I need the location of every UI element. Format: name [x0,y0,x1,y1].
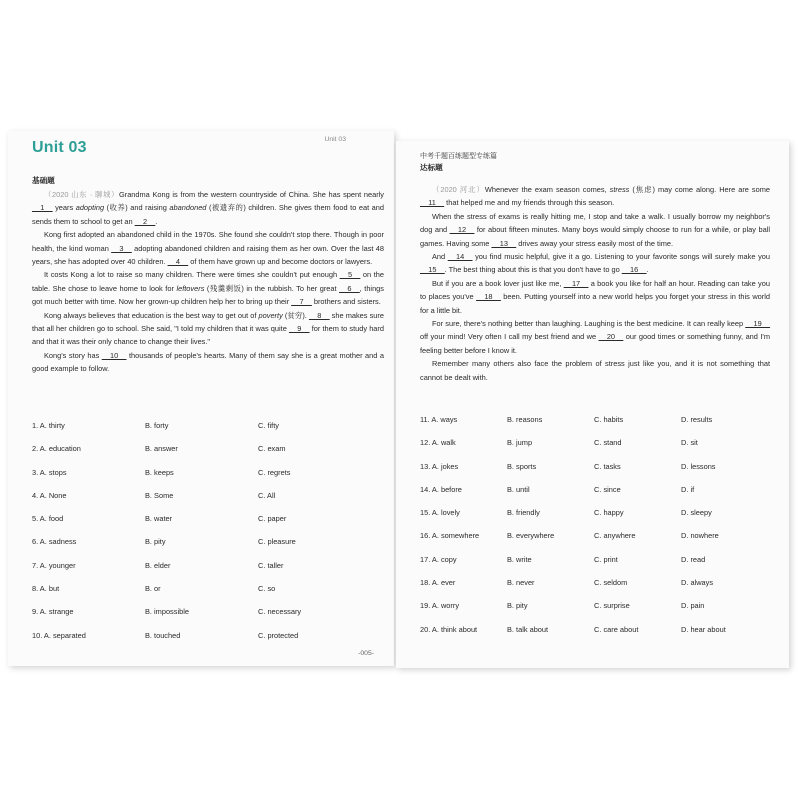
cloze-passage [32,188,384,376]
answer-option: 3. A. stops [32,467,67,477]
passage-text: (被遗弃的) children. She gives them food to eat and sends them to school to get an [32,203,384,226]
passage-text: our good times or something funny, and I'm feeling better before I know it. [420,332,770,355]
option-row [32,582,382,605]
option-row [32,629,382,652]
running-head: Unit 03 [324,136,346,143]
option-row [32,419,382,442]
option-row [420,576,772,599]
passage-text: (贫穷). [282,310,309,320]
glossed-word: poverty [258,310,283,320]
passage-paragraph [32,309,384,349]
answer-option: B. impossible [145,607,189,617]
glossed-word: abandoned [169,203,207,213]
option-row [32,466,382,489]
answer-option: B. pity [507,601,528,611]
answer-option: B. water [145,514,173,524]
option-row [32,605,382,628]
option-row [420,599,772,622]
answer-option: B. jump [507,438,533,448]
option-row [32,512,382,535]
passage-text: . [155,216,158,226]
answer-blank: __20__ [598,332,624,342]
answer-blank: __16__ [621,265,647,275]
passage-text: brothers and sisters. [311,297,381,307]
answer-blank: __4__ [167,257,189,267]
answer-option: 5. A. food [32,514,64,524]
option-row [420,506,772,529]
question-source: （2020 河北） [432,185,485,194]
answer-blank: __14__ [447,252,473,262]
answer-blank: __11__ [420,198,445,208]
passage-text: When the stress of exams is really hitting me, I stop and take a walk. I usually borrow my neighbor's dog and [420,211,770,235]
answer-option: C. necessary [258,607,302,617]
answer-option: B. reasons [507,415,543,424]
passage-text: she makes sure that all her children go to school. She said, "I told my children that it was quite [32,310,384,334]
option-row [32,559,382,582]
passage-paragraph [32,228,384,268]
passage-text: , things got much better with time. Now her grown-up children help her to bring up their [32,283,384,307]
answer-option: C. All [258,490,276,500]
passage-paragraph [420,317,770,357]
cloze-passage [420,183,770,384]
answer-option: C. exam [258,444,286,454]
answer-option: 14. A. before [420,484,462,494]
answer-option: 2. A. education [32,444,81,454]
answer-option: 17. A. copy [420,554,457,564]
option-row [420,553,772,576]
answer-option: C. fifty [258,421,279,430]
answer-option: D. pain [681,601,705,611]
passage-text: . [646,265,649,275]
answer-option: C. care about [594,624,639,634]
answer-blank: __12__ [449,225,475,235]
answer-option: 7. A. younger [32,560,76,570]
answer-option: B. friendly [507,508,540,518]
answer-option: C. happy [594,508,624,518]
answer-option: D. sit [681,438,698,448]
answer-option: B. pity [145,537,166,547]
answer-option: B. Some [145,490,174,500]
passage-text: Kong first adopted an abandoned child in the 1970s. She found she couldn't stop there. Though in poor health, the kind woman [32,230,384,253]
passage-text: thousands of people's hearts. Many of them say she is a great mother and a good example to follow. [32,350,384,374]
passage-paragraph [420,277,770,317]
answer-options [32,419,382,652]
answer-option: D. lessons [681,461,716,471]
answer-option: D. nowhere [681,531,719,541]
passage-paragraph [32,349,384,376]
glossed-word: stress [609,185,630,194]
answer-option: D. sleepy [681,508,712,518]
option-row [32,442,382,465]
passage-text: of them have grown up and become doctors or lawyers. [188,257,373,267]
glossed-word: leftovers [176,283,205,293]
passage-text: drives away your stress easily most of the time. [516,238,674,248]
answer-option: B. elder [145,560,171,570]
right-page [396,141,789,668]
passage-text: Kong always believes that education is the best way to get out of [44,310,259,320]
page-header: 中考千题百练题型专练篇 [420,153,497,160]
passage-paragraph [420,210,770,250]
answer-option: D. read [681,554,706,564]
answer-option: B. answer [145,444,178,454]
glossed-word: adopting [75,203,105,213]
answer-option: C. since [594,484,621,494]
answer-blank: __5__ [339,270,361,280]
answer-option: 15. A. lovely [420,508,460,518]
answer-option: B. write [507,554,532,564]
section-title: 达标题 [420,163,443,172]
passage-text: For sure, there's nothing better than laughing. Laughing is the best medicine. It can really keep [432,319,746,329]
answer-option: 16. A. somewhere [420,531,480,541]
answer-option: C. print [594,554,618,564]
passage-text: (残羹剩饭) in the rubbish. To her great [204,283,340,293]
answer-option: B. forty [145,421,169,430]
answer-option: B. touched [145,630,181,640]
answer-option: C. stand [594,438,622,448]
answer-option: C. tasks [594,461,621,471]
unit-title: Unit 03 [32,139,87,156]
answer-option: C. pleasure [258,537,296,547]
answer-option: C. paper [258,514,287,524]
answer-option: C. seldom [594,578,628,588]
answer-option: D. hear about [681,624,726,634]
option-row [32,489,382,512]
answer-option: B. sports [507,461,537,471]
passage-text: on the table. She chose to leave home to look for [32,270,384,293]
passage-text: (收养) and raising [104,203,170,213]
option-row [420,436,772,459]
answer-option: 10. A. separated [32,630,86,640]
answer-option: D. results [681,415,713,424]
passage-text: Grandma Kong is from the western countryside of China. She has spent nearly [118,190,384,199]
passage-paragraph [420,250,770,277]
section-title: 基础题 [32,176,55,185]
passage-text: (焦虑) may come along. Here are some [629,185,770,194]
answer-blank: __3__ [111,243,132,253]
answer-option: 12. A. walk [420,438,456,448]
page-number: -005- [358,649,374,657]
answer-option: 9. A. strange [32,607,74,617]
answer-blank: __1__ [32,203,53,213]
answer-blank: __9__ [288,324,310,334]
passage-text: adopting abandoned children and raising them as her own. Over the last 48 years, she has adopted over 40 children. [32,243,385,267]
passage-text: that helped me and my friends through this season. [444,198,615,208]
passage-text: . The best thing about this is that you don't have to go [444,265,622,275]
answer-option: B. until [507,484,530,494]
answer-blank: __10__ [101,350,127,360]
option-row [420,483,772,506]
option-row [420,529,772,552]
passage-text: a book you like for half an hour. Reading can take you to places you've [420,278,770,302]
question-source: （2020 山东 · 聊城） [44,190,119,199]
answer-option: C. regrets [258,467,291,477]
answer-option: 6. A. sadness [32,537,77,547]
answer-option: B. keeps [145,467,174,477]
passage-text: But if you are a book lover just like me, [432,278,564,288]
answer-option: 19. A. worry [420,601,460,611]
answer-option: 1. A. thirty [32,421,65,430]
answer-option: C. surprise [594,601,630,611]
answer-option: C. anywhere [594,531,636,541]
passage-text: Whenever the exam season comes, [484,185,610,194]
answer-blank: __6__ [339,283,360,293]
passage-text: you find music helpful, give it a go. Listening to your favorite songs will surely make you [472,252,770,262]
answer-option: B. talk about [507,624,549,634]
answer-option: 4. A. None [32,490,67,500]
answer-blank: __17__ [563,278,589,288]
answer-blank: __7__ [291,297,312,307]
passage-text: for about fifteen minutes. Many boys would simply choose to run for a while, or play ball games. Having some [420,225,770,248]
answer-option: B. never [507,578,535,588]
option-row [420,413,772,436]
answer-blank: __2__ [134,216,156,226]
answer-option: D. if [681,484,695,494]
passage-paragraph [32,268,384,308]
passage-text: And [432,252,448,262]
answer-blank: __15__ [420,265,445,275]
answer-option: 11. A. ways [420,415,458,424]
option-row [420,623,772,646]
answer-blank: __18__ [476,292,501,302]
answer-option: C. habits [594,415,624,424]
passage-text: been. Putting yourself into a new world helps you forget your stress in this world for a little bit. [420,292,770,315]
answer-option: C. protected [258,630,299,640]
left-page [8,131,394,666]
passage-text: Remember many others also face the problem of stress just like you, and it is not something that cannot be dealt with. [420,359,770,382]
option-row [420,460,772,483]
answer-blank: __19__ [745,319,770,329]
answer-option: C. taller [258,560,284,570]
option-row [32,535,382,558]
answer-option: B. everywhere [507,531,555,541]
answer-options [420,413,772,646]
answer-option: 8. A. but [32,584,60,594]
passage-text: years [52,203,76,213]
answer-option: D. always [681,578,714,588]
answer-option: 20. A. think about [420,624,478,634]
answer-option: 13. A. jokes [420,461,459,471]
answer-blank: __8__ [309,310,330,320]
passage-text: for them to study hard and that it was their only chance to change their lives." [32,324,384,347]
answer-option: B. or [145,584,161,594]
passage-paragraph [32,188,384,228]
passage-text: It costs Kong a lot to raise so many children. There were times she couldn't put enough [44,270,340,280]
passage-paragraph [420,357,770,384]
answer-option: C. so [258,584,276,594]
answer-option: 18. A. ever [420,578,456,588]
passage-paragraph [420,183,770,210]
answer-blank: __13__ [491,238,517,248]
passage-text: off your mind! Very often I call my best friend and we [420,332,599,342]
passage-text: Kong's story has [44,350,102,360]
